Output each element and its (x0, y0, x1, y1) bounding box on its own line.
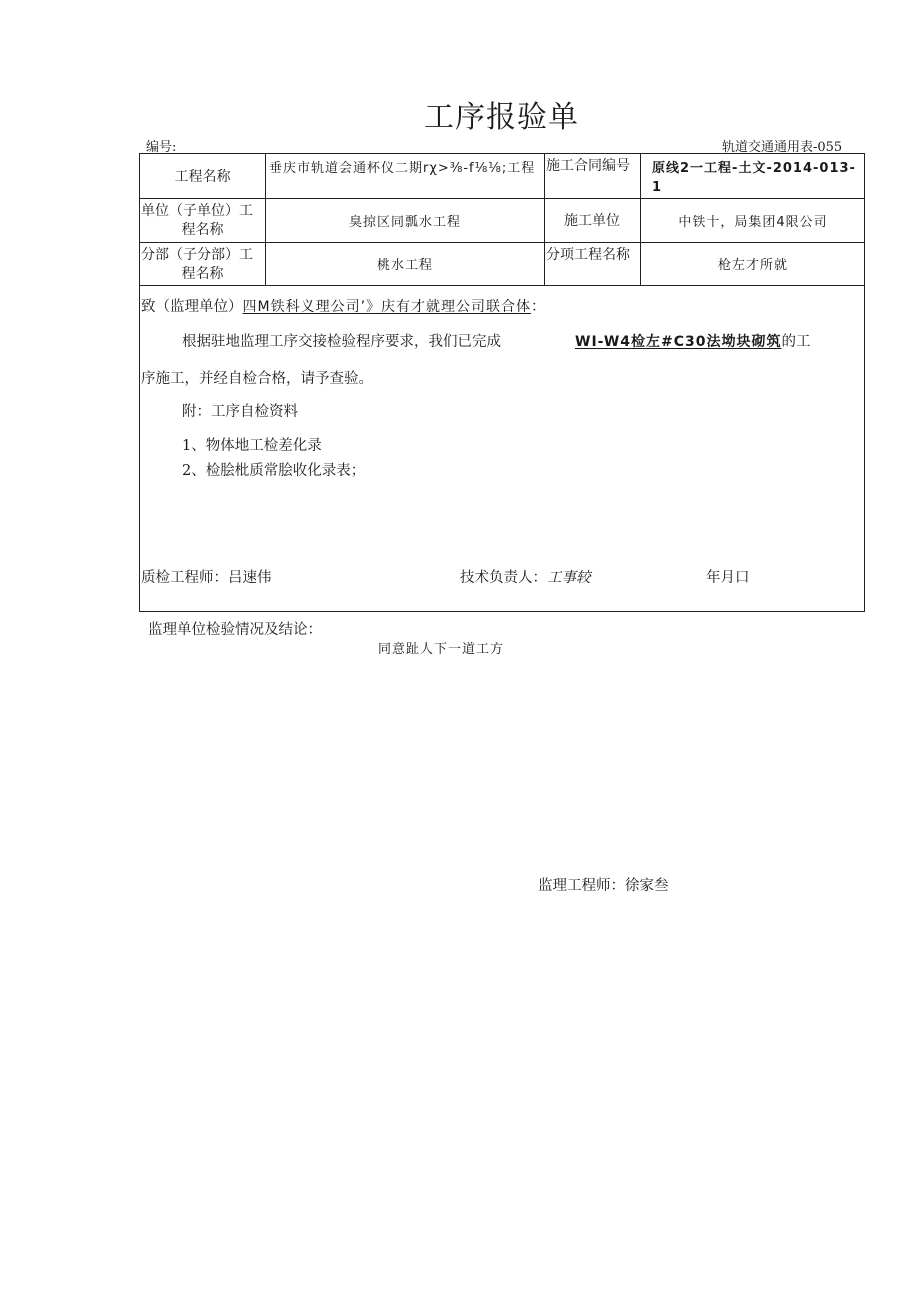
request-paragraph-suffix: 的工 (781, 334, 811, 350)
unit-project-label-line1: 单位（子单位）工 (141, 203, 253, 219)
unit-project-value: 臭掠区同瓢水工程 (348, 215, 461, 230)
sub-project-label-line1: 分部（子分部）工 (141, 247, 253, 263)
completed-work-item: WI-W4检左#C30法坳块砌筑 (575, 334, 782, 350)
supervision-heading: 监理单位检验情况及结论： (148, 622, 322, 638)
supervision-engineer-name: 徐家叁 (625, 878, 669, 894)
contract-number-label: 施工合同编号 (546, 158, 630, 174)
tech-lead-label: 技术负责人： (460, 570, 547, 586)
qc-engineer-name: 吕速伟 (228, 570, 272, 586)
row-divider-2 (140, 242, 864, 243)
tech-lead-name: 工事较 (547, 570, 591, 586)
form-code: 轨道交通通用表-055 (722, 140, 843, 155)
contractor-label: 施工单位 (564, 213, 620, 229)
request-paragraph-prefix: 根据驻地监理工序交接检验程序要求，我们已完成 (182, 334, 501, 350)
contract-number-value: 原线2一工程-土文-2014-013-1 (652, 161, 856, 195)
project-name-label: 工程名称 (174, 169, 231, 185)
sub-project-value: 桃水工程 (376, 258, 433, 273)
addressee-line (141, 298, 546, 317)
request-paragraph-work (575, 333, 811, 352)
item-project-value: 枪左才所就 (717, 258, 788, 273)
row-divider-3 (140, 285, 864, 286)
attachment-item-1: 1、物体地工检差化录 (182, 438, 322, 454)
supervision-conclusion: 同意趾人下一道工方 (378, 642, 505, 657)
supervision-engineer-label: 监理工程师： (538, 878, 625, 894)
supervision-unit-name: 四M铁科义理公司’》庆有才就理公司联合体 (242, 299, 532, 315)
page-title: 工序报验单 (424, 100, 579, 135)
sub-project-label-line2: 程名称 (181, 266, 224, 282)
addressee-suffix: ： (531, 299, 546, 315)
qc-engineer-signature (141, 569, 272, 588)
request-paragraph-continuation: 序施工，并经自检合格，请予查验。 (141, 371, 373, 387)
tech-lead-signature (460, 569, 591, 588)
attachment-item-2: 2、检脍枇质常脍收化录表； (182, 463, 366, 479)
item-project-label: 分项工程名称 (546, 247, 630, 263)
signature-date: 年月口 (706, 570, 750, 586)
row-divider-1 (140, 198, 864, 199)
project-name-value: 垂庆市轨道会通杯仪二期rχ>⅜-f⅛⅛;工程 (269, 161, 536, 176)
addressee-prefix: 致（监理单位） (141, 299, 243, 315)
serial-number-label: 编号: (146, 140, 177, 155)
inspection-form (139, 153, 865, 612)
supervision-engineer-signature (538, 874, 669, 895)
qc-engineer-label: 质检工程师： (141, 570, 228, 586)
unit-project-label-line2: 程名称 (181, 222, 224, 238)
contractor-value: 中铁十，局集团4限公司 (678, 215, 828, 230)
attachments-heading: 附：工序自检资料 (182, 404, 298, 420)
